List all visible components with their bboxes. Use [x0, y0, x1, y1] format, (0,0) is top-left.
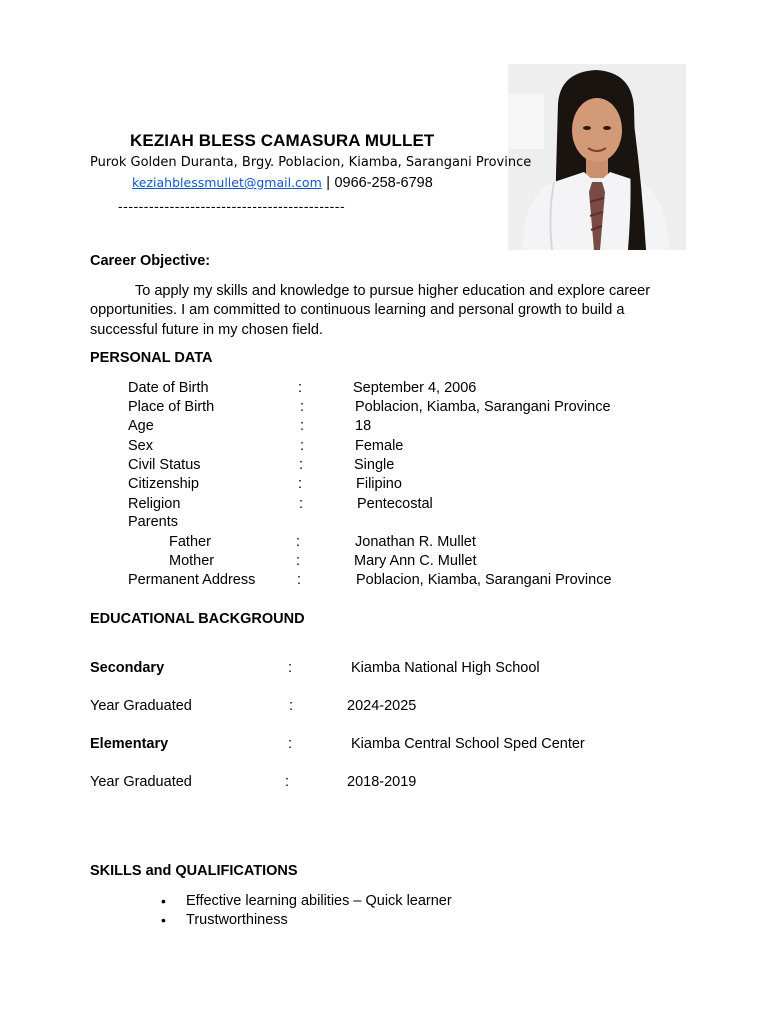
header-divider: --------------------------------------------	[118, 198, 346, 214]
elementary-label: Elementary	[90, 736, 169, 752]
skill-item: Trustworthiness	[186, 912, 288, 928]
dob-value: September 4, 2006	[353, 380, 477, 396]
dob-label: Date of Birth	[128, 380, 209, 396]
pob-value: Poblacion, Kiamba, Sarangani Province	[355, 399, 611, 415]
email-link[interactable]: keziahblessmullet@gmail.com	[132, 175, 322, 190]
mother-label: Mother	[169, 553, 215, 569]
secondary-year-colon: :	[289, 698, 294, 714]
permanent-address-value: Poblacion, Kiamba, Sarangani Province	[356, 572, 612, 588]
sex-value: Female	[355, 438, 404, 454]
mother-value: Mary Ann C. Mullet	[354, 553, 477, 569]
elementary-year-label: Year Graduated	[90, 774, 192, 790]
secondary-value: Kiamba National High School	[351, 660, 540, 676]
civil-status-colon: :	[299, 457, 304, 473]
secondary-year-label: Year Graduated	[90, 698, 192, 714]
bullet-icon: •	[161, 893, 166, 909]
age-label: Age	[128, 418, 154, 434]
parents-label: Parents	[128, 514, 178, 530]
elementary-value: Kiamba Central School Sped Center	[351, 736, 585, 752]
civil-status-value: Single	[354, 457, 395, 473]
citizenship-colon: :	[298, 476, 303, 492]
elementary-colon: :	[288, 736, 293, 752]
religion-colon: :	[299, 496, 304, 512]
sex-label: Sex	[128, 438, 153, 454]
skill-item: Effective learning abilities – Quick learner	[186, 893, 452, 909]
bullet-icon: •	[161, 912, 166, 928]
sex-colon: :	[300, 438, 305, 454]
father-value: Jonathan R. Mullet	[355, 534, 476, 550]
portrait-image	[508, 64, 686, 250]
applicant-name: KEZIAH BLESS CAMASURA MULLET	[130, 131, 435, 150]
citizenship-label: Citizenship	[128, 476, 199, 492]
phone-separator: |	[326, 175, 330, 191]
secondary-label: Secondary	[90, 660, 165, 676]
phone-number: 0966-258-6798	[334, 175, 433, 191]
father-label: Father	[169, 534, 211, 550]
father-colon: :	[296, 534, 301, 550]
secondary-colon: :	[288, 660, 293, 676]
age-value: 18	[355, 418, 372, 434]
personal-data-heading: PERSONAL DATA	[90, 350, 213, 366]
permanent-address-colon: :	[297, 572, 302, 588]
elementary-year-colon: :	[285, 774, 290, 790]
permanent-address-label: Permanent Address	[128, 572, 256, 588]
pob-colon: :	[300, 399, 305, 415]
applicant-address: Purok Golden Duranta, Brgy. Poblacion, Kiamba, Sarangani Province	[90, 155, 532, 170]
secondary-year-value: 2024-2025	[347, 698, 417, 714]
education-heading: EDUCATIONAL BACKGROUND	[90, 611, 305, 627]
objective-text: To apply my skills and knowledge to pursue higher education and explore career opportunities. I am committed to continuous learning and personal growth to build a successful future in my chosen field.	[90, 283, 651, 338]
objective-heading: Career Objective:	[90, 253, 211, 269]
mother-colon: :	[296, 553, 301, 569]
civil-status-label: Civil Status	[128, 457, 201, 473]
elementary-year-value: 2018-2019	[347, 774, 417, 790]
dob-colon: :	[298, 380, 303, 396]
profile-photo	[508, 64, 686, 250]
pob-label: Place of Birth	[128, 399, 215, 415]
contact-line	[132, 174, 433, 192]
religion-value: Pentecostal	[357, 496, 433, 512]
skills-heading: SKILLS and QUALIFICATIONS	[90, 863, 298, 879]
religion-label: Religion	[128, 496, 181, 512]
citizenship-value: Filipino	[356, 476, 402, 492]
age-colon: :	[300, 418, 305, 434]
